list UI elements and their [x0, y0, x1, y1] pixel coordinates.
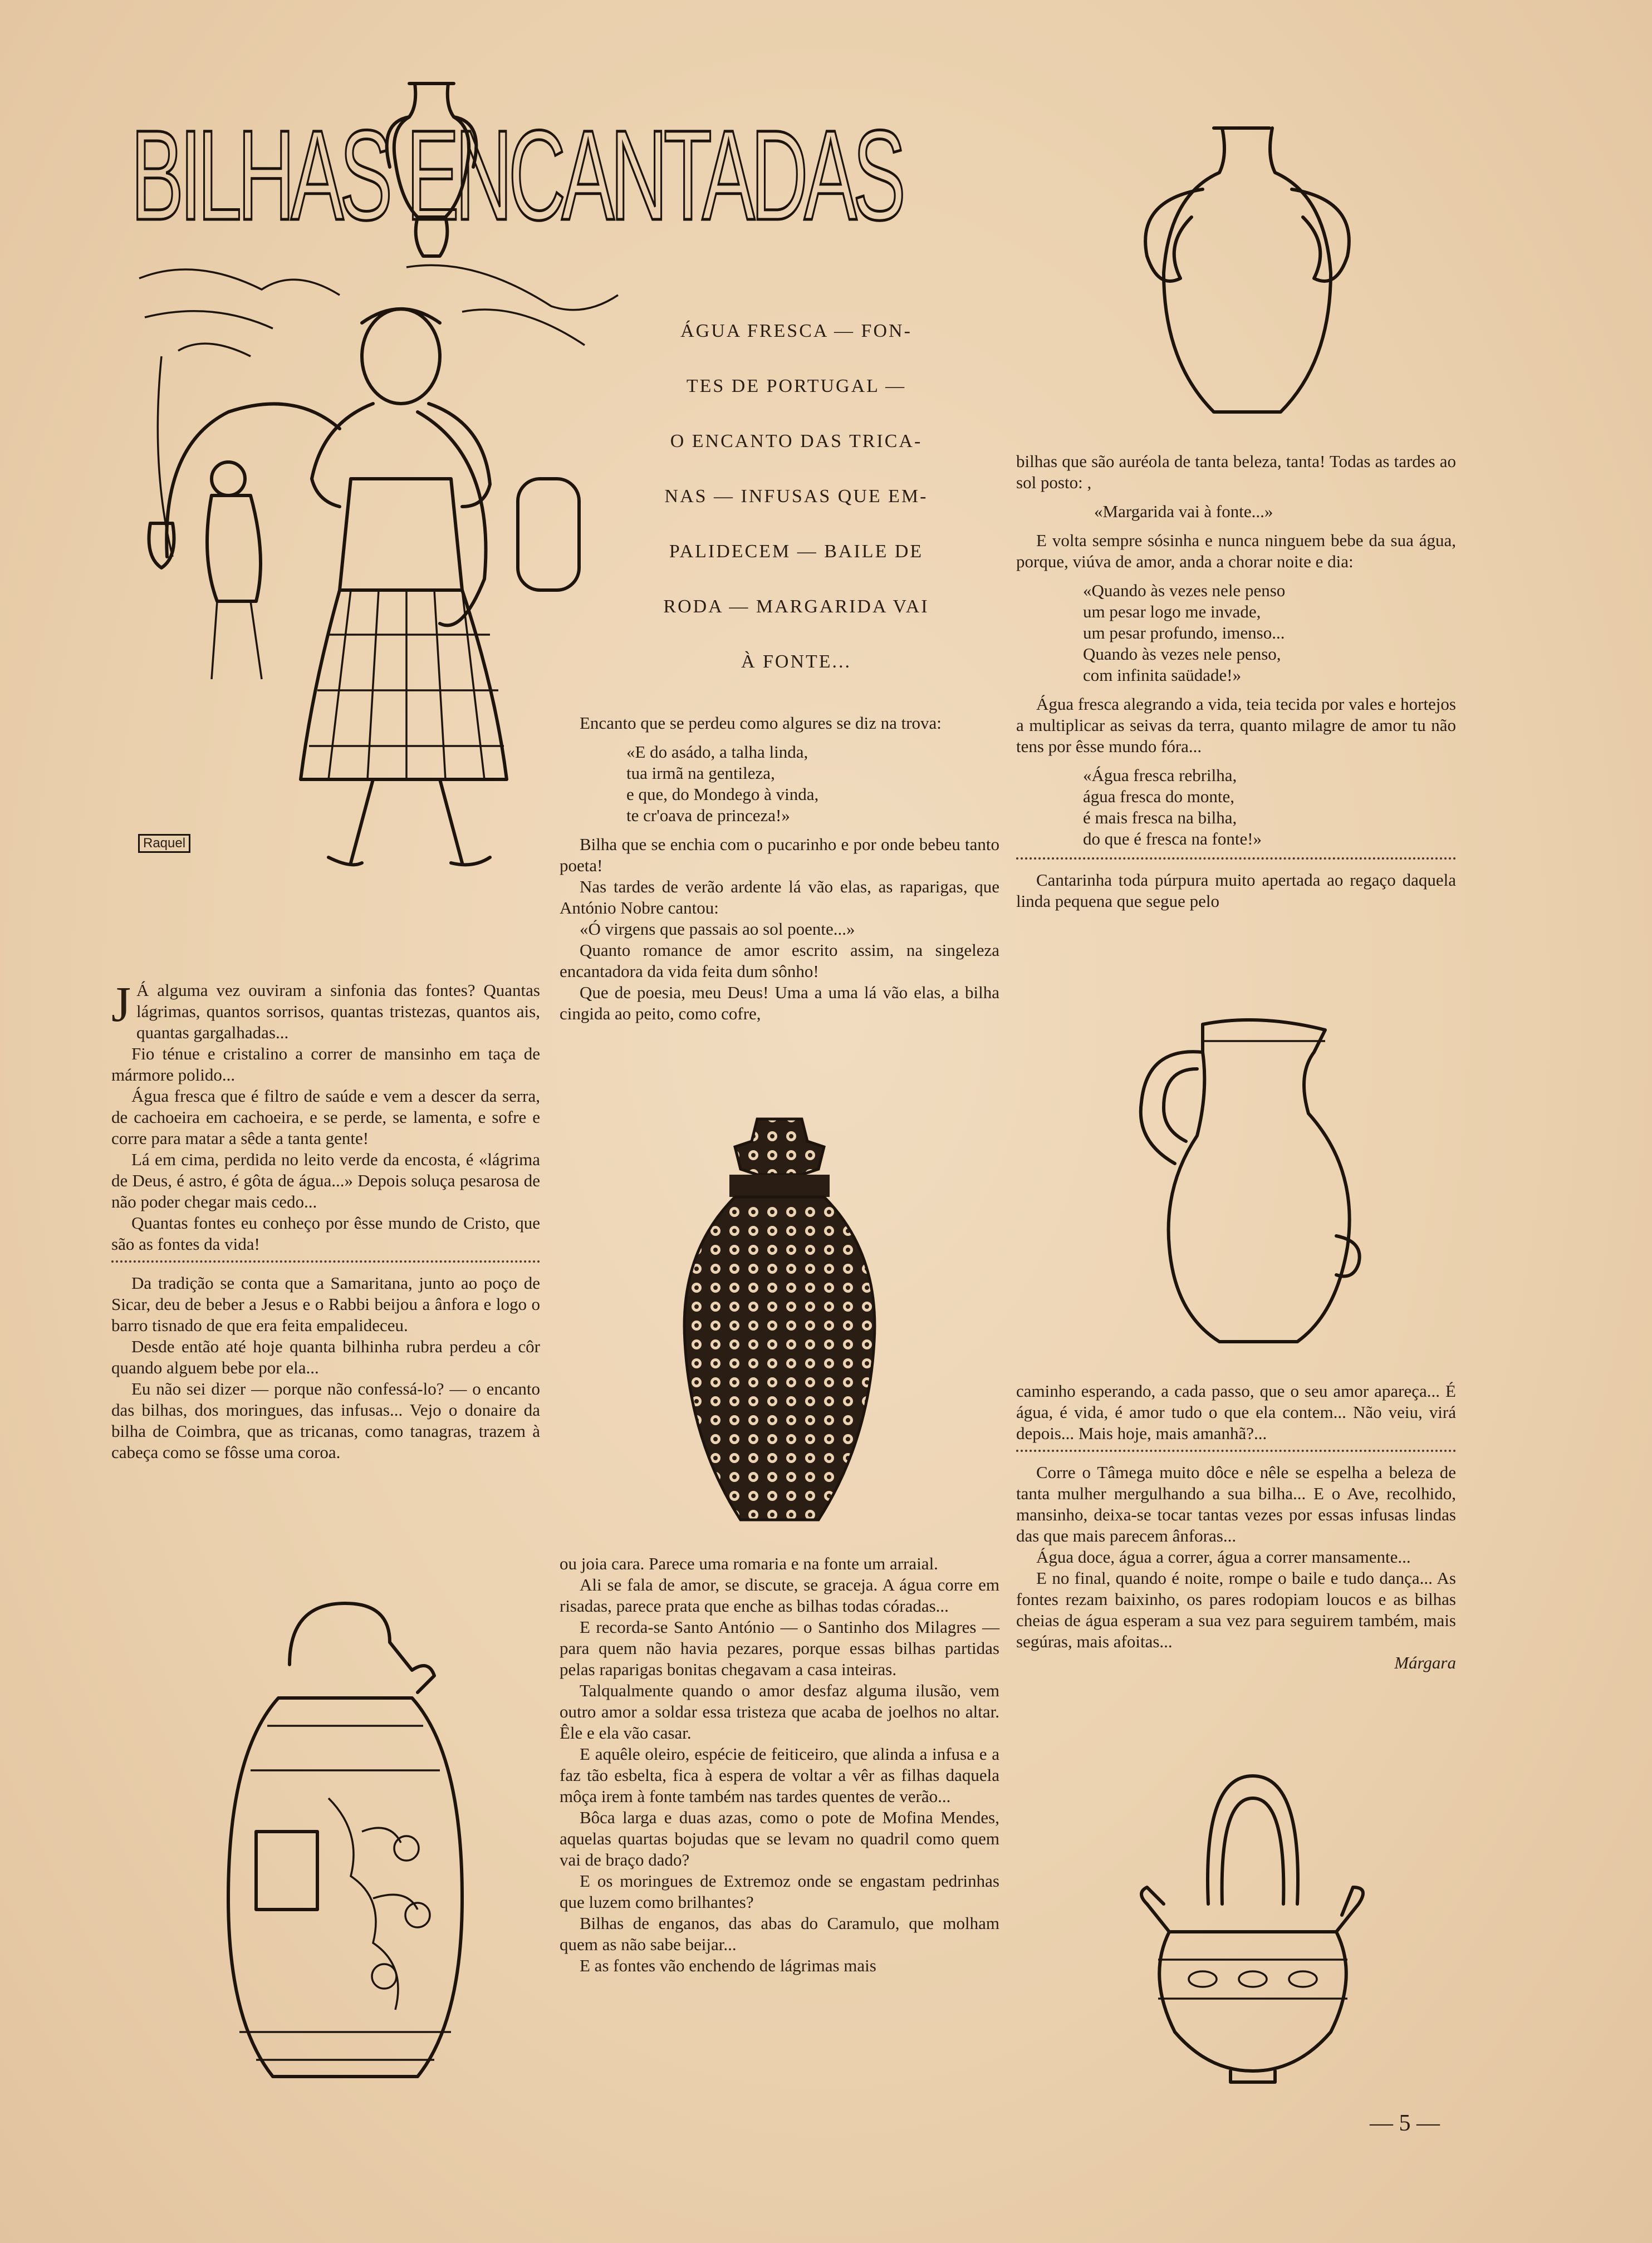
- verse-line: Quando às vezes nele penso,: [1083, 644, 1281, 664]
- verse-line: é mais fresca na bilha,: [1083, 808, 1237, 827]
- paragraph: E recorda-se Santo António — o Santinho dos Milagres — para quem não havia pezares, porque essas bilhas partidas pelas raparigas bonitas chegavam a casa inteiras.: [560, 1617, 999, 1679]
- verse-line: «Água fresca rebrilha,: [1083, 765, 1237, 785]
- verse-line: com infinita saüdade!»: [1083, 665, 1242, 685]
- moringue-illustration: [1125, 1754, 1381, 2088]
- paragraph: Água doce, água a correr, água a correr mansamente...: [1036, 1547, 1411, 1567]
- drop-cap: J: [111, 977, 131, 1032]
- subtitle-line: PALIDECEM — BAILE DE: [669, 541, 924, 562]
- illustrator-signature: Raquel: [138, 834, 190, 853]
- paragraph: E aquêle oleiro, espécie de feiticeiro, que alinda a infusa e a faz tão esbelta, fica à espera de voltar a vêr as filhas daquela môça irem à fonte também nas tardes quentes de verão...: [560, 1744, 999, 1806]
- verse-line: um pesar logo me invade,: [1083, 602, 1261, 621]
- paragraph: Água fresca alegrando a vida, teia tecida por vales e hortejos a multiplicar as seivas da terra, quanto milagre de amor tu não tens por êsse mundo fóra...: [1016, 694, 1456, 756]
- tricana-woman-illustration: [128, 245, 629, 885]
- verse-line: «Margarida vai à fonte...»: [1094, 502, 1273, 521]
- page-number: — 5 —: [1370, 2111, 1440, 2136]
- verse-line: «E do asádo, a talha linda,: [626, 742, 808, 762]
- column-3-text-continued: [1016, 1381, 1456, 1673]
- verse-line: um pesar profundo, imenso...: [1083, 623, 1285, 642]
- column-2-text-continued: [560, 1553, 999, 1976]
- paragraph: «Ó virgens que passais ao sol poente...»: [580, 919, 855, 939]
- paragraph: E volta sempre sósinha e nunca ninguem bebe da sua água, porque, viúva de amor, anda a chorar noite e dia:: [1016, 531, 1456, 571]
- paragraph: Água fresca que é filtro de saúde e vem a descer da serra, de cachoeira em cachoeira, e se perde, se lamenta, e sofre e corre para matar a sêde a tanta gente!: [111, 1086, 540, 1148]
- paragraph: Bilhas de enganos, das abas do Caramulo, que molham quem as não sabe beijar...: [560, 1913, 999, 1954]
- dotted-separator: [1016, 1450, 1456, 1452]
- verse-line: do que é fresca na fonte!»: [1083, 829, 1262, 848]
- paragraph: Quantas fontes eu conheço por êsse mundo de Cristo, que são as fontes da vida!: [111, 1213, 540, 1254]
- paragraph: Quanto romance de amor escrito assim, na singeleza encantadora da vida feita dum sônho!: [560, 940, 999, 981]
- article-title: BILHAS ENCANTADAS: [131, 104, 902, 247]
- dotted-separator: [1016, 857, 1456, 860]
- paragraph: Ali se fala de amor, se discute, se graceja. A água corre em risadas, parece prata que enche as bilhas todas córadas...: [560, 1575, 999, 1616]
- paragraph: E as fontes vão enchendo de lágrimas mais: [580, 1956, 876, 1975]
- decorated-vase-illustration: [668, 1108, 891, 1531]
- column-3-text: [1016, 451, 1456, 912]
- paragraph: Bilha que se enchia com o pucarinho e por onde bebeu tanto poeta!: [560, 835, 999, 875]
- verse-block: [1094, 501, 1456, 522]
- verse-line: água fresca do monte,: [1083, 787, 1234, 806]
- cantarinha-jug-illustration: [1114, 1002, 1381, 1358]
- paragraph: Lá em cima, perdida no leito verde da encosta, é «lágrima de Deus, é astro, é gôta de água...» Depois soluça pesarosa de não poder chegar mais cedo...: [111, 1150, 540, 1211]
- paragraph: Desde então até hoje quanta bilhinha rubra perdeu a côr quando alguem bebe por ela...: [111, 1337, 540, 1377]
- paragraph: Fio ténue e cristalino a correr de mansinho em taça de mármore polido...: [111, 1044, 540, 1084]
- subtitle-line: À FONTE...: [741, 651, 852, 672]
- subtitle-line: TES DE PORTUGAL —: [686, 376, 906, 396]
- paragraph: J Á alguma vez ouviram a sinfonia das fontes? Quantas lágrimas, quantos sorrisos, quantas tristezas, quantos ais, quantas gargalhadas...: [111, 977, 540, 1042]
- author-signature: Márgara: [1394, 1653, 1456, 1672]
- paragraph: Bôca larga e duas azas, como o pote de Mofina Mendes, aquelas quartas bojudas que se levam no quadril como quem vai de braço dado?: [560, 1808, 999, 1869]
- column-1-text: [111, 977, 540, 1463]
- paragraph: Que de poesia, meu Deus! Uma a uma lá vão elas, a bilha cingida ao peito, como cofre,: [560, 983, 999, 1023]
- paragraph: E no final, quando é noite, rompe o baile e tudo dança... As fontes rezam baixinho, os pares rodopiam loucos e as bilhas cheias de água esperam a sua vez para seguirem também, mais segúras, mais afoitas...: [1016, 1568, 1456, 1651]
- verse-block: [1083, 580, 1456, 686]
- verse-line: te cr'oava de princeza!»: [626, 806, 790, 825]
- verse-line: «Quando às vezes nele penso: [1083, 581, 1286, 600]
- verse-block: [1083, 765, 1456, 850]
- subtitle-line: O ENCANTO DAS TRICA-: [670, 431, 923, 451]
- coimbra-jug-illustration: [206, 1587, 484, 2099]
- paragraph: Talqualmente quando o amor desfaz alguma ilusão, vem outro amor a soldar essa tristeza que acaba de joelhos no altar. Êle e ela vão casar.: [560, 1681, 999, 1743]
- paragraph: bilhas que são auréola de tanta beleza, tanta! Todas as tardes ao sol posto: ,: [1016, 451, 1456, 492]
- paragraph: ou joia cara. Parece uma romaria e na fonte um arraial.: [560, 1554, 938, 1573]
- paragraph: Cantarinha toda púrpura muito apertada ao regaço daquela linda pequena que segue pelo: [1016, 870, 1456, 911]
- paragraph: Nas tardes de verão ardente lá vão elas, as raparigas, que António Nobre cantou:: [560, 877, 999, 917]
- paragraph: Encanto que se perdeu como algures se diz na trova:: [580, 713, 942, 733]
- paragraph: E os moringues de Extremoz onde se engastam pedrinhas que luzem como brilhantes?: [560, 1871, 999, 1912]
- subtitle-line: ÁGUA FRESCA — FON-: [680, 321, 912, 341]
- paragraph: Corre o Tâmega muito dôce e nêle se espelha a beleza de tanta mulher mergulhando a sua bilha... E o Ave, recolhido, mansinho, deixa-se tocar tantas vezes por essas infusas lindas das que mais parecem ânforas...: [1016, 1462, 1456, 1545]
- paragraph: Eu não sei dizer — porque não confessá-lo? — o encanto das bilhas, dos moringues, das infusas... Vejo o donaire da bilha de Coimbra, que as tricanas, como tanagras, trazem à cabeça como se fôsse uma coroa.: [111, 1379, 540, 1462]
- subtitle-line: RODA — MARGARIDA VAI: [663, 596, 929, 617]
- verse-line: e que, do Mondego à vinda,: [626, 784, 819, 804]
- verse-block: [626, 742, 999, 826]
- amphora-illustration: [1125, 111, 1381, 423]
- subtitle-line: NAS — INFUSAS QUE EM-: [664, 486, 928, 507]
- article-subtitle: [615, 303, 977, 689]
- paragraph: caminho esperando, a cada passo, que o seu amor apareça... É água, é vida, é amor tudo o que ela contem... Não veiu, virá depois... Mais hoje, mais amanhã?...: [1016, 1381, 1456, 1443]
- dotted-separator: [111, 1260, 540, 1263]
- column-2-text: [560, 713, 999, 1024]
- verse-line: tua irmã na gentileza,: [626, 763, 775, 783]
- paragraph: Da tradição se conta que a Samaritana, junto ao poço de Sicar, deu de beber a Jesus e o Rabbi beijou a ânfora e logo o barro tisnado de que era feita empalideceu.: [111, 1273, 540, 1335]
